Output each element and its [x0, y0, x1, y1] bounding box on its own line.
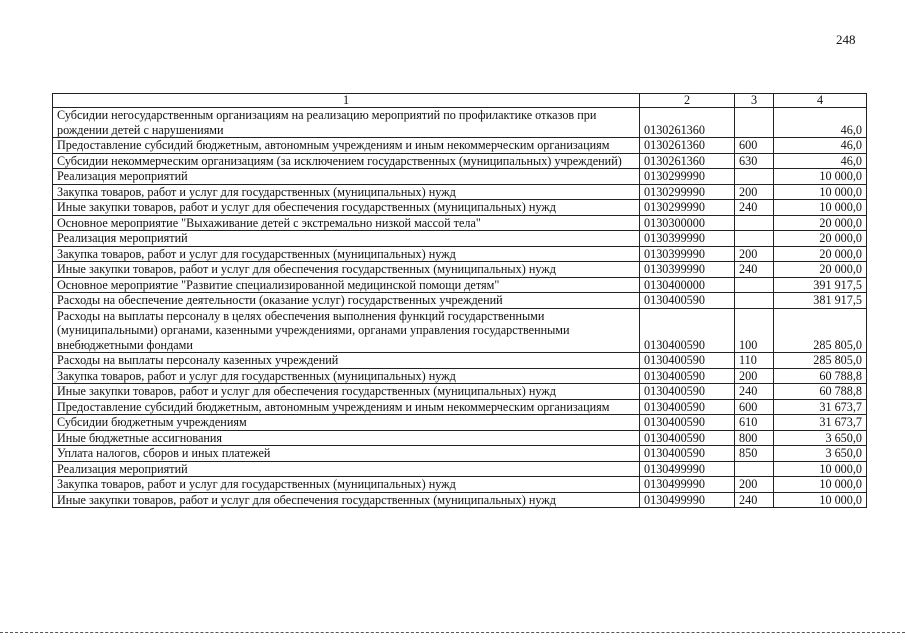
cell-type: 240 [735, 262, 774, 278]
header-col-1: 1 [53, 94, 640, 108]
cell-name: Реализация мероприятий [53, 231, 640, 247]
cell-name: Реализация мероприятий [53, 169, 640, 185]
cell-name: Иные бюджетные ассигнования [53, 430, 640, 446]
cell-name: Расходы на выплаты персоналу в целях обеспечения выполнения функций государственными (муниципальными) органами, казенными учреждениями, органами управления государственными внебюджетными фондами [53, 308, 640, 353]
cell-amount: 10 000,0 [774, 492, 867, 508]
table-row [53, 200, 867, 216]
cell-amount: 391 917,5 [774, 277, 867, 293]
cell-name: Иные закупки товаров, работ и услуг для обеспечения государственных (муниципальных) нужд [53, 492, 640, 508]
cell-type [735, 108, 774, 138]
cell-code: 0130299990 [640, 184, 735, 200]
cell-amount: 10 000,0 [774, 461, 867, 477]
cell-type: 110 [735, 353, 774, 369]
cell-type: 200 [735, 477, 774, 493]
cell-code: 0130299990 [640, 200, 735, 216]
cell-type: 100 [735, 308, 774, 353]
cell-type: 600 [735, 138, 774, 154]
cell-amount: 285 805,0 [774, 353, 867, 369]
cell-name: Закупка товаров, работ и услуг для государственных (муниципальных) нужд [53, 184, 640, 200]
cell-code: 0130400590 [640, 368, 735, 384]
cell-amount: 46,0 [774, 108, 867, 138]
cell-amount: 381 917,5 [774, 293, 867, 309]
cell-type: 630 [735, 153, 774, 169]
cell-name: Закупка товаров, работ и услуг для государственных (муниципальных) нужд [53, 368, 640, 384]
cell-amount: 20 000,0 [774, 231, 867, 247]
cell-name: Закупка товаров, работ и услуг для государственных (муниципальных) нужд [53, 477, 640, 493]
cell-type [735, 461, 774, 477]
cell-code: 0130499990 [640, 492, 735, 508]
cell-name: Субсидии негосударственным организациям на реализацию мероприятий по профилактике отказов при рождении детей с нарушениями [53, 108, 640, 138]
cell-code: 0130499990 [640, 461, 735, 477]
cell-amount: 20 000,0 [774, 215, 867, 231]
cell-name: Предоставление субсидий бюджетным, автономным учреждениям и иным некоммерческим организациям [53, 138, 640, 154]
cell-code: 0130400590 [640, 399, 735, 415]
cell-name: Предоставление субсидий бюджетным, автономным учреждениям и иным некоммерческим организациям [53, 399, 640, 415]
table-row [53, 293, 867, 309]
cell-amount: 31 673,7 [774, 399, 867, 415]
cell-name: Закупка товаров, работ и услуг для государственных (муниципальных) нужд [53, 246, 640, 262]
cell-code: 0130399990 [640, 231, 735, 247]
cell-type: 240 [735, 200, 774, 216]
cell-amount: 60 788,8 [774, 368, 867, 384]
cell-name: Основное мероприятие "Развитие специализированной медицинской помощи детям" [53, 277, 640, 293]
table-row [53, 399, 867, 415]
cell-code: 0130400000 [640, 277, 735, 293]
cell-code: 0130261360 [640, 138, 735, 154]
cell-code: 0130400590 [640, 353, 735, 369]
cell-type [735, 215, 774, 231]
table-row [53, 430, 867, 446]
cell-name: Расходы на обеспечение деятельности (оказание услуг) государственных учреждений [53, 293, 640, 309]
cell-type: 850 [735, 446, 774, 462]
cell-code: 0130400590 [640, 384, 735, 400]
table-body [53, 108, 867, 508]
table-row [53, 262, 867, 278]
cell-name: Основное мероприятие "Выхаживание детей с экстремально низкой массой тела" [53, 215, 640, 231]
table-row [53, 477, 867, 493]
cell-amount: 46,0 [774, 138, 867, 154]
cell-type [735, 231, 774, 247]
table-row [53, 308, 867, 353]
cell-amount: 20 000,0 [774, 262, 867, 278]
cell-code: 0130261360 [640, 153, 735, 169]
cell-name: Расходы на выплаты персоналу казенных учреждений [53, 353, 640, 369]
page-number: 248 [836, 32, 856, 47]
cell-code: 0130300000 [640, 215, 735, 231]
table-row [53, 492, 867, 508]
table-row [53, 246, 867, 262]
cell-name: Иные закупки товаров, работ и услуг для обеспечения государственных (муниципальных) нужд [53, 200, 640, 216]
cell-code: 0130499990 [640, 477, 735, 493]
cell-code: 0130399990 [640, 246, 735, 262]
cell-name: Уплата налогов, сборов и иных платежей [53, 446, 640, 462]
cell-type: 240 [735, 492, 774, 508]
cell-type [735, 277, 774, 293]
cell-type [735, 169, 774, 185]
table-row [53, 138, 867, 154]
header-row [53, 94, 867, 108]
cell-amount: 20 000,0 [774, 246, 867, 262]
cell-amount: 10 000,0 [774, 169, 867, 185]
cell-amount: 31 673,7 [774, 415, 867, 431]
cell-name: Субсидии бюджетным учреждениям [53, 415, 640, 431]
cell-amount: 60 788,8 [774, 384, 867, 400]
cell-code: 0130400590 [640, 446, 735, 462]
cell-name: Иные закупки товаров, работ и услуг для обеспечения государственных (муниципальных) нужд [53, 262, 640, 278]
cell-type: 200 [735, 184, 774, 200]
cell-type: 200 [735, 246, 774, 262]
cell-amount: 10 000,0 [774, 184, 867, 200]
header-col-4: 4 [774, 94, 867, 108]
cell-code: 0130261360 [640, 108, 735, 138]
cell-name: Реализация мероприятий [53, 461, 640, 477]
table-row [53, 446, 867, 462]
header-col-3: 3 [735, 94, 774, 108]
table-row [53, 169, 867, 185]
cell-type: 600 [735, 399, 774, 415]
header-col-2: 2 [640, 94, 735, 108]
cell-amount: 3 650,0 [774, 446, 867, 462]
cell-code: 0130400590 [640, 415, 735, 431]
cell-amount: 10 000,0 [774, 477, 867, 493]
table-row [53, 215, 867, 231]
cell-code: 0130400590 [640, 293, 735, 309]
table-row [53, 108, 867, 138]
cell-code: 0130400590 [640, 430, 735, 446]
table-row [53, 461, 867, 477]
table-row [53, 277, 867, 293]
cell-type: 240 [735, 384, 774, 400]
cell-name: Субсидии некоммерческим организациям (за исключением государственных (муниципальных) учреждений) [53, 153, 640, 169]
cell-type: 200 [735, 368, 774, 384]
cell-type: 800 [735, 430, 774, 446]
cell-type: 610 [735, 415, 774, 431]
table-row [53, 153, 867, 169]
page-bottom-edge [0, 632, 905, 633]
cell-amount: 10 000,0 [774, 200, 867, 216]
table-row [53, 415, 867, 431]
cell-code: 0130400590 [640, 308, 735, 353]
cell-amount: 285 805,0 [774, 308, 867, 353]
table-row [53, 368, 867, 384]
cell-name: Иные закупки товаров, работ и услуг для обеспечения государственных (муниципальных) нужд [53, 384, 640, 400]
budget-table [52, 93, 867, 508]
cell-type [735, 293, 774, 309]
cell-amount: 3 650,0 [774, 430, 867, 446]
table-row [53, 384, 867, 400]
table-row [53, 353, 867, 369]
table-row [53, 231, 867, 247]
cell-amount: 46,0 [774, 153, 867, 169]
cell-code: 0130399990 [640, 262, 735, 278]
table-row [53, 184, 867, 200]
cell-code: 0130299990 [640, 169, 735, 185]
